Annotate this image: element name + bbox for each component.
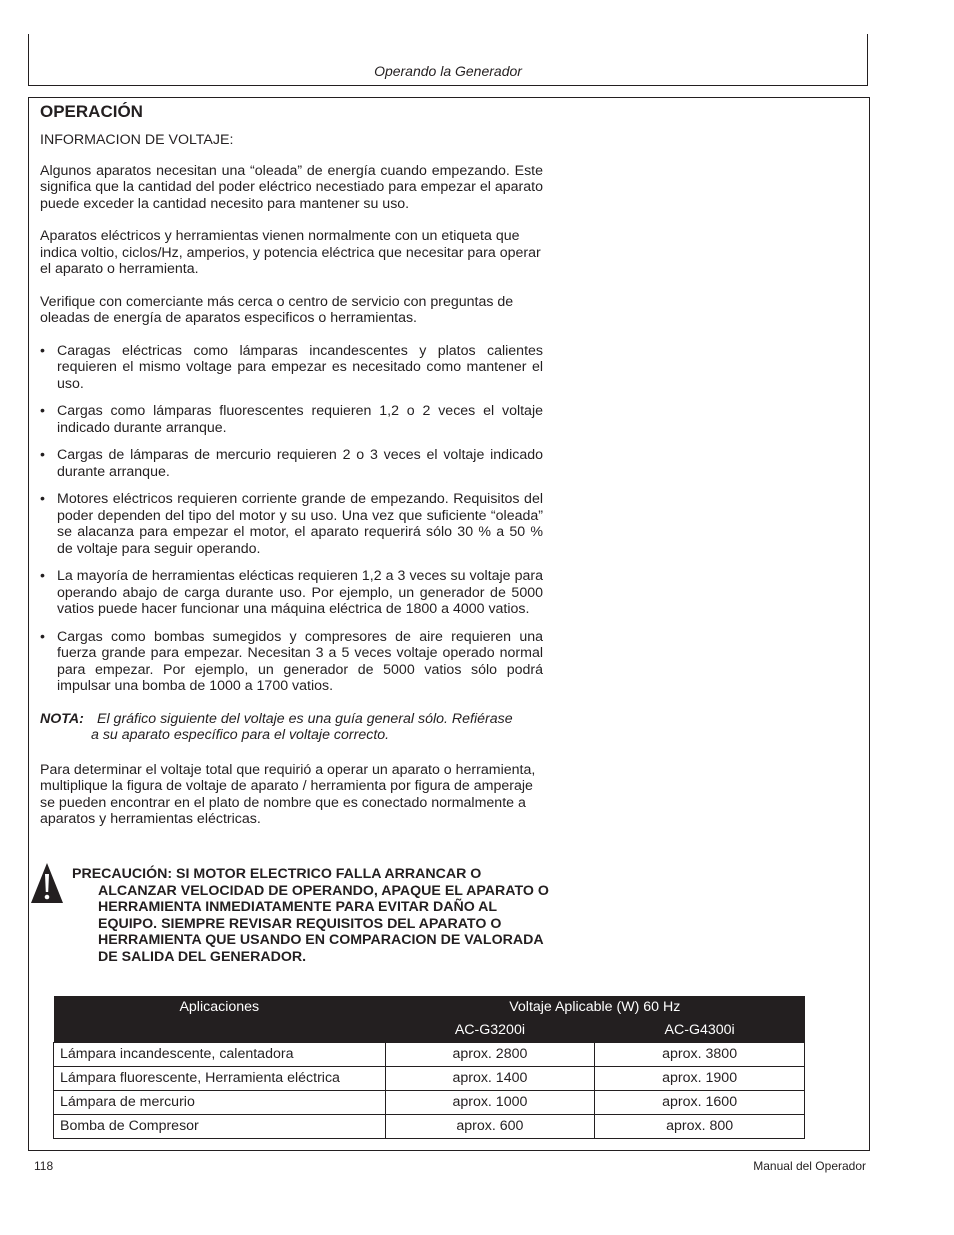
note-block [40,711,560,744]
bullet-text: Cargas como bombas sumegidos y compresores de aire requieren una fuerza grande para empezar. Necesitan 3 a 5 veces voltaje operado normal para empezar. Por ejemplo, un generador de 5000 vatios sólo podrá impulsar una bomba de 1000 a 1700 vatios. [57,628,543,694]
header-frame [28,34,868,86]
paragraph-total-voltage: Para determinar el voltaje total que requirió a operar un aparato o herramienta, multiplique la figura de voltaje de aparato / herramienta por figura de amperaje se pueden encontrar en el plato de nombre que es conectado normalmente a aparatos y herramientas eléctricas. [40,761,536,827]
table-header-row [54,996,805,1019]
voltage-table [53,996,805,1139]
cell-model-b: aprox. 1600 [595,1091,805,1115]
list-item [40,343,543,393]
caution-text [72,866,552,965]
note-text-line2: a su aparato específico para el voltaje correcto. [91,727,390,743]
bullet-dot: • [40,628,45,645]
section-heading: OPERACIÓN [40,102,143,121]
cell-model-b: aprox. 1900 [595,1067,805,1091]
bullet-text: La mayoría de herramientas elécticas requieren 1,2 a 3 veces su voltaje para operando abajo de carga durante uso. Por ejemplo, un generador de 5000 vatios puede hacer funcionar una máquina eléctrica de 1800 a 4000 vatios. [57,568,543,617]
cell-model-b: aprox. 800 [595,1115,805,1139]
cell-application: Lámpara de mercurio [54,1091,386,1115]
cell-model-a: aprox. 2800 [385,1043,595,1067]
section-subheading: INFORMACION DE VOLTAJE: [40,132,234,148]
caution-continuation: ALCANZAR VELOCIDAD DE OPERANDO, APAQUE EL APARATO O HERRAMIENTA INMEDIATAMENTE PARA EVITAR DAÑO AL EQUIPO. SIEMPRE REVISAR REQUISITOS DEL APARATO O HERRAMIENTA QUE USANDO EN COMPARACION DE VALORADA DE SALIDA DEL GENERADOR. [98,882,549,965]
bullet-text: Caragas eléctricas como lámparas incandescentes y platos calientes requieren el mismo voltage para empezar es necesitado como mantener el uso. [57,342,543,392]
cell-model-a: aprox. 1000 [385,1091,595,1115]
list-item [40,629,543,695]
cell-application: Lámpara fluorescente, Herramienta eléctrica [54,1067,386,1091]
page-number: 118 [34,1159,54,1173]
cell-model-a: aprox. 1400 [385,1067,595,1091]
load-bullet-list [40,343,543,695]
paragraph-surge: Algunos aparatos necesitan una “oleada” de energía cuando empezando. Este significa que la cantidad del poder eléctrico necestiado para empezar el aparato puede exceder la cantidad necesito para mantener su uso. [40,162,543,212]
running-header-title: Operando la Generador [374,63,522,79]
operation-section [40,102,543,844]
list-item [40,491,543,557]
list-item [40,447,543,480]
bullet-dot: • [40,568,45,584]
paragraph-labels: Aparatos eléctricos y herramientas vienen normalmente con un etiqueta que indica voltio, ciclos/Hz, amperios, y potencia eléctrica que necesitar para operar el aparato o herramienta. [40,228,541,277]
note-text-line1: El gráfico siguiente del voltaje es una guía general sólo. Refiérase [97,710,513,727]
cell-model-a: aprox. 600 [385,1115,595,1139]
table-row [54,1091,805,1115]
column-header-model-a: AC-G3200i [385,1019,595,1043]
paragraph-dealer: Verifique con comerciante más cerca o centro de servicio con preguntas de oleadas de energía de aparatos especificos o herramientas. [40,293,514,326]
bullet-dot: • [40,403,45,419]
list-item [40,403,543,436]
cell-application: Lámpara incandescente, calentadora [54,1043,386,1067]
bullet-text: Motores eléctricos requieren corriente grande de empezando. Requisitos del poder dependen del tipo del motor y su uso. Una vez que suficiente “oleada” se alacanza para empezar el motor, el aparato requerirá sólo 30 % a 50 % de voltaje para seguir operando. [57,491,543,557]
column-header-model-b: AC-G4300i [595,1019,805,1043]
column-header-applications: Aplicaciones [54,996,386,1043]
cell-application: Bomba de Compresor [54,1115,386,1139]
column-header-voltage: Voltaje Aplicable (W) 60 Hz [385,996,804,1019]
warning-triangle-icon [30,862,64,904]
bullet-text: Cargas como lámparas fluorescentes requieren 1,2 o 2 veces el voltaje indicado durante arranque. [57,403,543,436]
note-label: NOTA: [40,710,84,727]
table-row [54,1067,805,1091]
table-row [54,1043,805,1067]
bullet-dot: • [40,342,45,359]
bullet-text: Cargas de lámparas de mercurio requieren 2 o 3 veces el voltaje indicado durante arranque. [57,447,543,480]
list-item [40,568,543,618]
bullet-dot: • [40,491,45,507]
caution-line1: PRECAUCIÓN: SI MOTOR ELECTRICO FALLA ARRANCAR O [72,866,482,882]
cell-model-b: aprox. 3800 [595,1043,805,1067]
table-row [54,1115,805,1139]
bullet-dot: • [40,447,45,463]
manual-title: Manual del Operador [753,1159,866,1173]
